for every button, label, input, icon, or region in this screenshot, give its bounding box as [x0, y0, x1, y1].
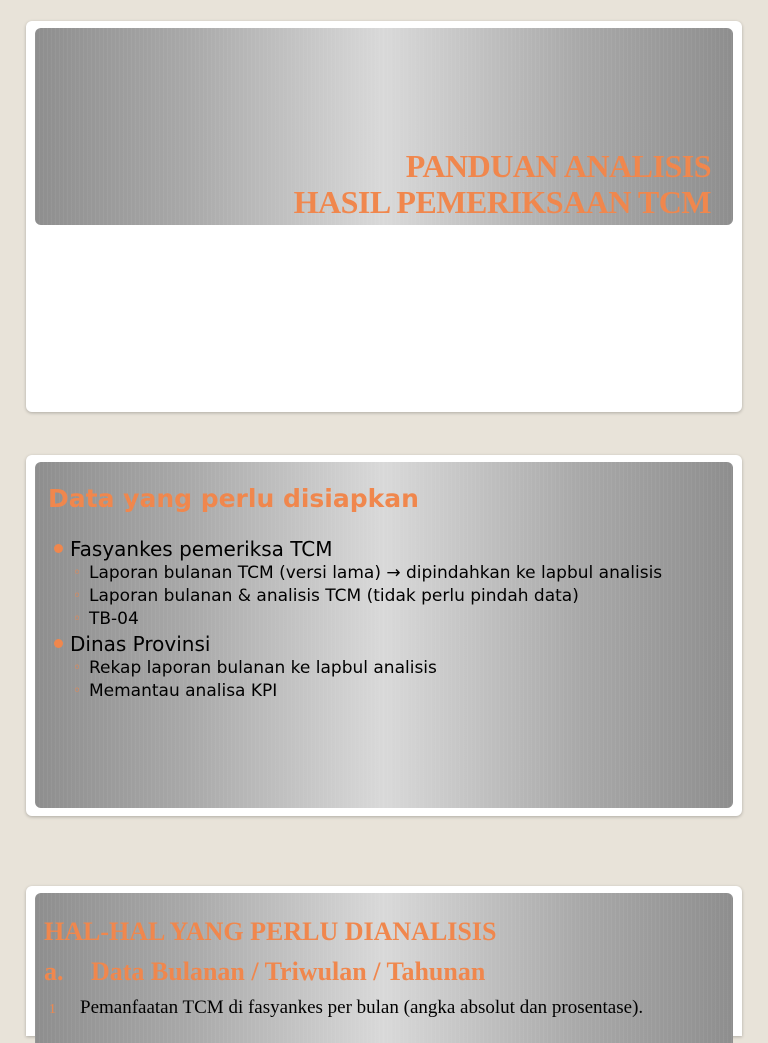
- slide-subheading: [44, 957, 485, 987]
- bullet-icon: [54, 544, 63, 553]
- sub-bullet-icon: ◦: [73, 683, 82, 699]
- slide-analysis: [26, 886, 742, 1036]
- sub-list: [70, 657, 689, 703]
- subheading-letter: a.: [44, 957, 64, 986]
- sub-list: [70, 562, 689, 631]
- sub-bullet-icon: ◦: [73, 588, 82, 604]
- sub-list-item: [70, 585, 689, 608]
- paragraph-number: 1: [49, 1002, 56, 1017]
- sub-bullet-icon: ◦: [73, 660, 82, 676]
- content-panel: [35, 462, 733, 808]
- title-line-1: PANDUAN ANALISIS: [405, 148, 711, 184]
- sub-list-item: [70, 680, 689, 703]
- title-panel: [35, 28, 733, 225]
- bullet-icon: [54, 639, 63, 648]
- sub-list-item-text: Laporan bulanan TCM (versi lama) → dipindahkan ke lapbul analisis: [89, 563, 663, 583]
- slide-heading: Data yang perlu disiapkan: [48, 484, 419, 513]
- sub-list-item-text: Memantau analisa KPI: [89, 681, 278, 701]
- bullet-list: [49, 536, 689, 703]
- title-line-2: HASIL PEMERIKSAAN TCM: [293, 184, 711, 220]
- slide-data-preparation: [26, 455, 742, 816]
- sub-list-item-text: TB-04: [89, 609, 139, 629]
- sub-list-item: [70, 608, 689, 631]
- sub-list-item: [70, 657, 689, 680]
- sub-bullet-icon: ◦: [73, 611, 82, 627]
- list-item-label: Dinas Provinsi: [70, 632, 211, 656]
- paragraph-text: Pemanfaatan TCM di fasyankes per bulan (angka absolut dan prosentase).: [80, 997, 644, 1018]
- list-item: [49, 536, 689, 631]
- slide-heading: HAL-HAL YANG PERLU DIANALISIS: [44, 917, 497, 946]
- slide-title: [26, 21, 742, 412]
- list-item: [49, 631, 689, 703]
- content-panel: [35, 893, 733, 1043]
- sub-list-item: [70, 562, 689, 585]
- slide-title-text: [294, 148, 711, 220]
- sub-list-item-text: Rekap laporan bulanan ke lapbul analisis: [89, 658, 437, 678]
- sub-list-item-text: Laporan bulanan & analisis TCM (tidak perlu pindah data): [89, 586, 579, 606]
- subheading-text: Data Bulanan / Triwulan / Tahunan: [91, 957, 486, 986]
- sub-bullet-icon: ◦: [73, 565, 82, 581]
- numbered-paragraph: [49, 997, 643, 1019]
- list-item-label: Fasyankes pemeriksa TCM: [70, 537, 333, 561]
